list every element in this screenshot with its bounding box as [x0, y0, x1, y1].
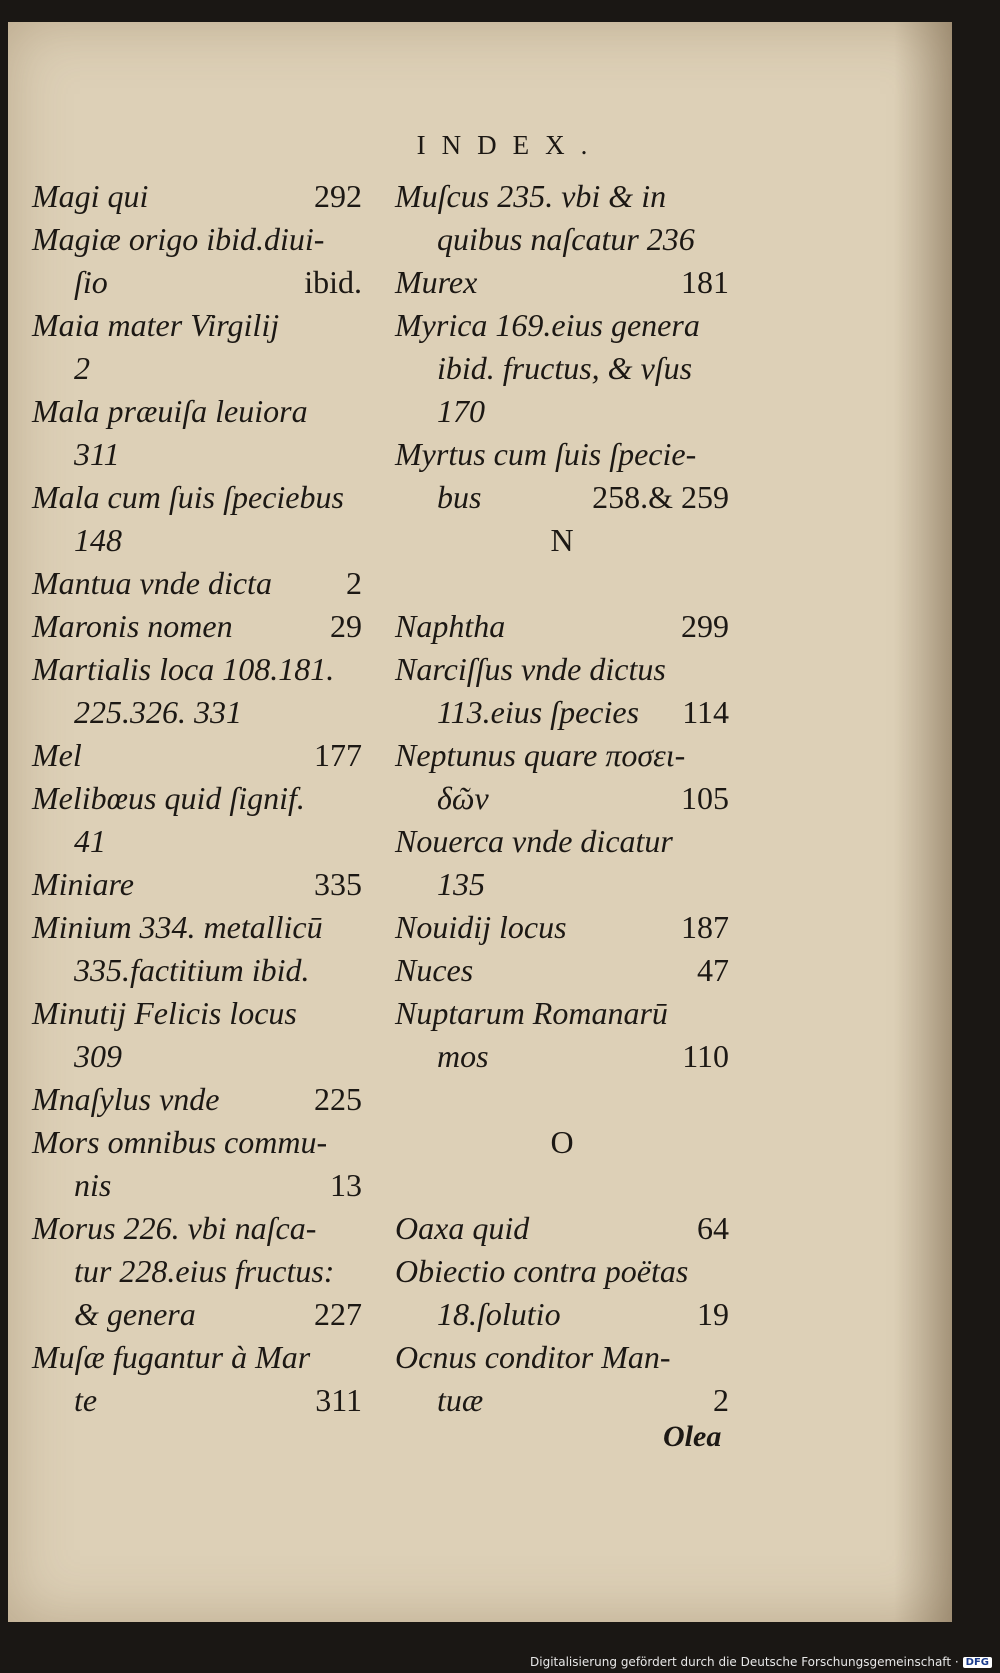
- index-entry-line: [395, 304, 729, 347]
- entry-text: Mala præuiſa leuiora: [32, 393, 308, 429]
- index-entry-line: [395, 1336, 729, 1379]
- page-reference: ibid.: [304, 264, 362, 300]
- index-entry: [395, 1336, 729, 1422]
- index-column-left: [32, 175, 362, 1422]
- index-entry: [32, 906, 362, 992]
- entry-text: Muſæ fugantur à Mar: [32, 1339, 311, 1375]
- index-entry: [32, 562, 362, 605]
- page-reference: 29: [330, 608, 362, 644]
- entry-text: Mala cum ſuis ſpeciebus: [32, 479, 344, 515]
- entry-text: Mel: [32, 737, 82, 773]
- index-entry-line: [395, 605, 729, 648]
- index-entry-line: [395, 175, 729, 218]
- entry-text: ſio: [74, 264, 108, 300]
- index-entry-line: [395, 1293, 729, 1336]
- page-reference: 187: [681, 909, 729, 945]
- index-entry-line: [395, 734, 729, 777]
- entry-text: 113.eius ſpecies: [437, 694, 640, 730]
- index-entry-line: [32, 562, 362, 605]
- entry-text: Naphtha: [395, 608, 506, 644]
- index-entry-line: [32, 992, 362, 1035]
- entry-text: Mnaſylus vnde: [32, 1081, 220, 1117]
- index-entry-line: [32, 519, 362, 562]
- index-entry-line: [32, 433, 362, 476]
- index-entry-line: [32, 476, 362, 519]
- entry-text: Maia mater Virgilij: [32, 307, 280, 343]
- index-entry-line: [395, 476, 729, 519]
- entry-text: Nuptarum Romanarū: [395, 995, 668, 1031]
- index-entry: [32, 648, 362, 734]
- section-letter: O: [550, 1124, 574, 1160]
- page-reference: 47: [697, 952, 729, 988]
- entry-text: 148: [74, 522, 122, 558]
- index-entry-line: [395, 433, 729, 476]
- index-entry: [32, 777, 362, 863]
- page-reference: 64: [697, 1210, 729, 1246]
- index-entry-line: [32, 261, 362, 304]
- index-entry: [395, 734, 729, 820]
- book-page: [8, 22, 952, 1622]
- index-entry-line: [395, 261, 729, 304]
- page-reference: 258.& 259: [592, 479, 729, 515]
- index-entry-line: [32, 1078, 362, 1121]
- index-entry-line: [32, 1250, 362, 1293]
- index-entry-line: [32, 347, 362, 390]
- page-gutter-shadow: [894, 22, 952, 1622]
- index-entry-line: [32, 906, 362, 949]
- entry-text: Muſcus 235. vbi & in: [395, 178, 667, 214]
- index-entry-line: [32, 175, 362, 218]
- index-entry-line: [32, 734, 362, 777]
- entry-text: tuæ: [437, 1382, 484, 1418]
- index-entry-line: [395, 992, 729, 1035]
- index-entry: [395, 820, 729, 906]
- index-entry-line: [32, 1164, 362, 1207]
- entry-text: bus: [437, 479, 482, 515]
- index-entry: [395, 1207, 729, 1250]
- entry-text: Magiæ origo ibid.diui-: [32, 221, 325, 257]
- entry-text: 335.factitium ibid.: [74, 952, 310, 988]
- index-entry-line: [395, 1379, 729, 1422]
- page-reference: 105: [681, 780, 729, 816]
- index-entry-line: [395, 1207, 729, 1250]
- index-entry: [395, 261, 729, 304]
- index-entry: [32, 476, 362, 562]
- index-entry-line: [32, 1293, 362, 1336]
- index-entry: [395, 433, 729, 519]
- index-entry: [32, 1336, 362, 1422]
- entry-text: 18.ſolutio: [437, 1296, 561, 1332]
- index-entry-line: [395, 863, 729, 906]
- index-entry: [32, 1121, 362, 1207]
- page-reference: 311: [315, 1382, 362, 1418]
- entry-text: 135: [437, 866, 485, 902]
- index-entry-line: [395, 777, 729, 820]
- index-entry: [32, 304, 362, 390]
- entry-text: 170: [437, 393, 485, 429]
- entry-text: Melibœus quid ſignif.: [32, 780, 305, 816]
- section-letter: N: [550, 522, 574, 558]
- index-entry-line: [32, 648, 362, 691]
- page-reference: 181: [681, 264, 729, 300]
- index-entry: [32, 605, 362, 648]
- page-header: INDEX.: [416, 130, 604, 160]
- entry-text: & genera: [74, 1296, 196, 1332]
- entry-text: δῶν: [437, 780, 489, 816]
- index-entry-line: [395, 1035, 729, 1078]
- entry-text: mos: [437, 1038, 489, 1074]
- index-entry-line: [32, 605, 362, 648]
- entry-text: Obiectio contra poëtas: [395, 1253, 689, 1289]
- index-entry-line: [395, 1250, 729, 1293]
- entry-text: 41: [74, 823, 106, 859]
- entry-text: 2: [74, 350, 90, 386]
- index-entry-line: [32, 863, 362, 906]
- index-entry-line: [32, 1207, 362, 1250]
- index-entry-line: [32, 1035, 362, 1078]
- index-entry: [32, 992, 362, 1078]
- entry-text: Minutij Felicis locus: [32, 995, 297, 1031]
- entry-text: Neptunus quare ποσει-: [395, 737, 686, 773]
- page-reference: 227: [314, 1296, 362, 1332]
- entry-text: Minium 334. metallicū: [32, 909, 323, 945]
- index-entry-line: [32, 390, 362, 433]
- index-entry-line: [32, 949, 362, 992]
- entry-text: Narciſſus vnde dictus: [395, 651, 666, 687]
- entry-text: Oaxa quid: [395, 1210, 530, 1246]
- entry-text: Myrtus cum ſuis ſpecie-: [395, 436, 697, 472]
- page-reference: 19: [697, 1296, 729, 1332]
- entry-text: Magi qui: [32, 178, 149, 214]
- index-entry: [395, 648, 729, 734]
- index-column-right: [395, 175, 729, 1422]
- index-entry-line: [32, 777, 362, 820]
- index-entry-line: [395, 820, 729, 863]
- index-entry-line: [32, 218, 362, 261]
- index-entry-line: [395, 691, 729, 734]
- entry-text: Mantua vnde dicta: [32, 565, 272, 601]
- page-reference: 13: [330, 1167, 362, 1203]
- index-entry: [32, 863, 362, 906]
- entry-text: 309: [74, 1038, 122, 1074]
- page-reference: 2: [713, 1382, 729, 1418]
- entry-text: Nouerca vnde dicatur: [395, 823, 673, 859]
- index-entry: [395, 992, 729, 1078]
- index-entry-line: [395, 390, 729, 433]
- entry-text: ibid. fructus, & vſus: [437, 350, 693, 386]
- index-entry: [395, 1250, 729, 1336]
- entry-text: Ocnus conditor Man-: [395, 1339, 671, 1375]
- blank-line: [395, 1078, 729, 1121]
- index-entry: [32, 218, 362, 304]
- entry-text: Miniare: [32, 866, 134, 902]
- index-entry: [32, 175, 362, 218]
- index-entry: [32, 390, 362, 476]
- index-entry-line: [395, 648, 729, 691]
- entry-text: quibus naſcatur 236: [437, 221, 695, 257]
- digitization-footer: [530, 1655, 992, 1669]
- index-entry-line: [395, 218, 729, 261]
- index-entry-line: [32, 691, 362, 734]
- page-reference: 225: [314, 1081, 362, 1117]
- index-entry-line: [32, 1336, 362, 1379]
- entry-text: nis: [74, 1167, 112, 1203]
- page-reference: 177: [314, 737, 362, 773]
- index-entry: [32, 1207, 362, 1336]
- page-reference: 114: [682, 694, 729, 730]
- index-entry-line: [395, 906, 729, 949]
- index-entry: [395, 175, 729, 261]
- index-entry: [395, 949, 729, 992]
- page-reference: 335: [314, 866, 362, 902]
- index-entry: [32, 734, 362, 777]
- entry-text: Nuces: [395, 952, 474, 988]
- index-entry-line: [32, 1379, 362, 1422]
- entry-text: te: [74, 1382, 98, 1418]
- page-reference: 292: [314, 178, 362, 214]
- index-entry-line: [32, 1121, 362, 1164]
- entry-text: Morus 226. vbi naſca-: [32, 1210, 317, 1246]
- index-entry-line: [395, 347, 729, 390]
- entry-text: 311: [74, 436, 120, 472]
- entry-text: Maronis nomen: [32, 608, 233, 644]
- page-reference: 2: [346, 565, 362, 601]
- page-reference: 110: [682, 1038, 729, 1074]
- blank-line: [395, 562, 729, 605]
- entry-text: Myrica 169.eius genera: [395, 307, 700, 343]
- entry-text: Mors omnibus commu-: [32, 1124, 328, 1160]
- index-entry-line: [32, 304, 362, 347]
- index-entry-line: [32, 820, 362, 863]
- page-reference: 299: [681, 608, 729, 644]
- index-entry-line: [395, 949, 729, 992]
- blank-line: [395, 1164, 729, 1207]
- footer-text: Digitalisierung gefördert durch die Deutsche Forschungsgemeinschaft ·: [530, 1655, 959, 1669]
- entry-text: 225.326. 331: [74, 694, 242, 730]
- entry-text: Martialis loca 108.181.: [32, 651, 335, 687]
- entry-text: Murex: [395, 264, 478, 300]
- entry-text: tur 228.eius fructus:: [74, 1253, 335, 1289]
- dfg-logo: DFG: [963, 1657, 992, 1668]
- index-entry: [32, 1078, 362, 1121]
- index-entry: [395, 906, 729, 949]
- index-entry: [395, 304, 729, 433]
- index-entry: [395, 605, 729, 648]
- catchword: Olea: [663, 1420, 722, 1453]
- entry-text: Nouidij locus: [395, 909, 567, 945]
